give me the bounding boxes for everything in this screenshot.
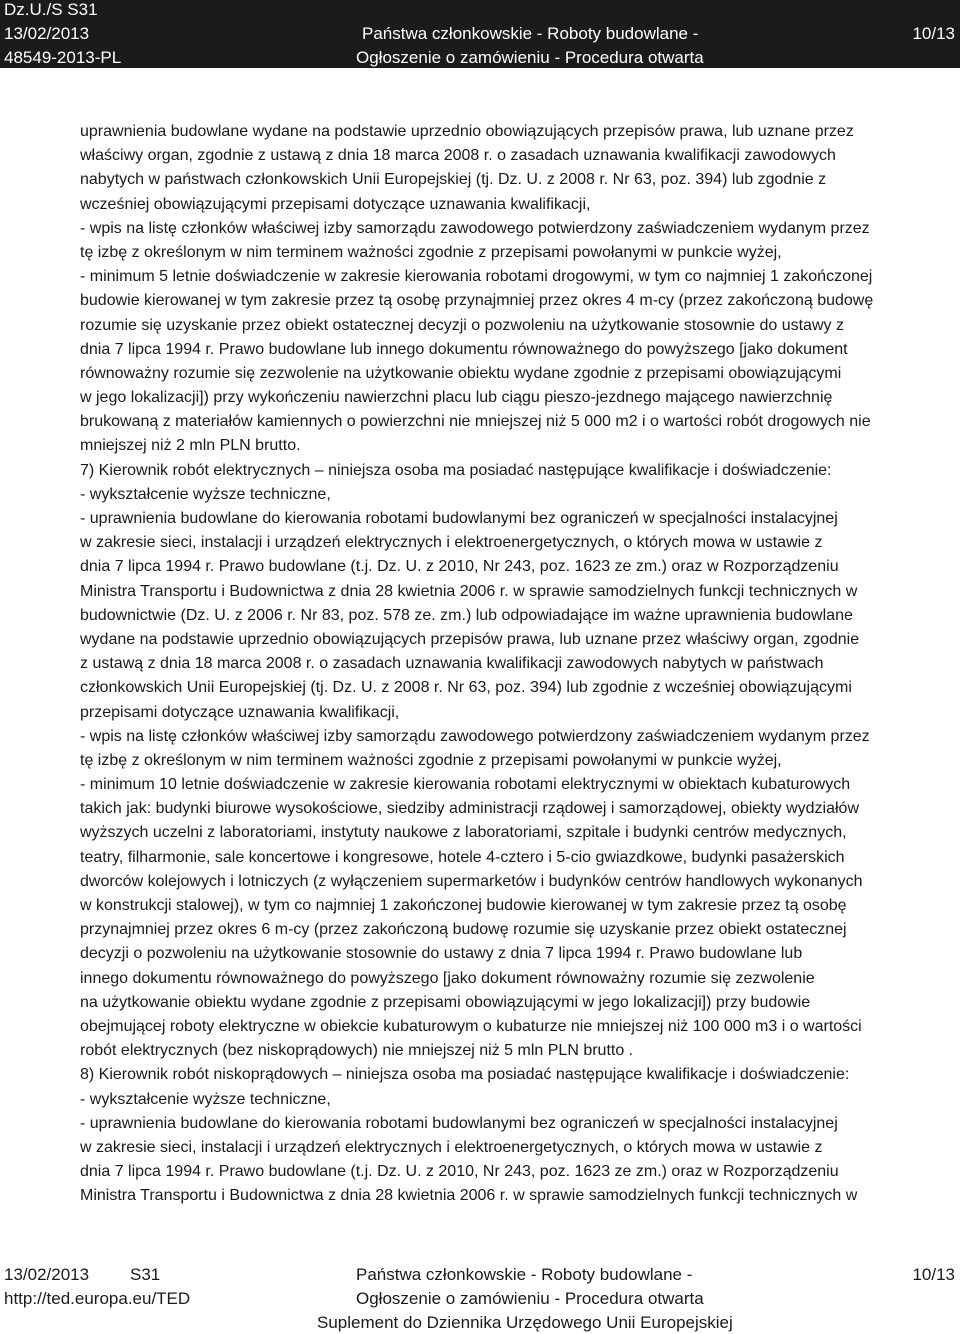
body-text-line: wyższych uczelni z laboratoriami, instytuty naukowe z laboratoriami, szpitale i budynki centrów medycznych,	[80, 824, 847, 842]
body-text-line: wydane na podstawie uprzednio obowiązujących przepisów prawa, lub uznane przez właściwy organ, zgodnie	[80, 630, 860, 648]
body-text-line: dworców kolejowych i lotniczych (z wyłączeniem supermarketów i budynków centrów handlowych wykonanych	[80, 872, 863, 890]
body-text-line: - wpis na listę członków właściwej izby samorządu zawodowego potwierdzony zaświadczeniem wydanym przez	[80, 727, 870, 745]
body-text-line: 8) Kierownik robót niskoprądowych – niniejsza osoba ma posiadać następujące kwalifikacje i doświadczenie:	[80, 1066, 850, 1084]
footer-date: 13/02/2013	[4, 1265, 90, 1284]
body-text-line: - minimum 10 letnie doświadczenie w zakresie kierowania robotami elektrycznymi w obiektach kubaturowych	[80, 776, 851, 794]
header-date: 13/02/2013	[4, 24, 90, 43]
body-text-line: 7) Kierownik robót elektrycznych – niniejsza osoba ma posiadać następujące kwalifikacje i doświadczenie:	[80, 461, 832, 479]
footer-notice-type: Ogłoszenie o zamówieniu - Procedura otwarta	[356, 1289, 704, 1308]
body-text-line: przepisami dotyczące uznawania kwalifikacji,	[80, 703, 400, 721]
header-doc-ref: Dz.U./S S31	[4, 0, 98, 19]
body-text-line: w jego lokalizacji]) przy wykończeniu nawierzchni placu lub ciągu pieszo-jezdnego mającego nawierzchnię	[80, 389, 833, 407]
body-text-line: na użytkowanie obiektu wydane zgodnie z przepisami obowiązującymi w jego lokalizacji]) przy budowie	[80, 993, 811, 1011]
body-text-line: tę izbę z określonym w nim terminem ważności zgodnie z przepisami powołanymi w punkcie wyżej,	[80, 243, 782, 261]
body-text-line: budowie kierowanej w tym zakresie przez tą osobę przynajmniej przez okres 4 m-cy (przez zakończoną budowę	[80, 292, 874, 310]
body-text-line: Ministra Transportu i Budownictwa z dnia 28 kwietnia 2006 r. w sprawie samodzielnych funkcji technicznych w	[80, 582, 858, 600]
body-text-line: dnia 7 lipca 1994 r. Prawo budowlane lub innego dokumentu równoważnego do powyższego [jako dokument	[80, 340, 848, 358]
body-text-line: obejmującej roboty elektryczne w obiekcie kubaturowym o kubaturze nie mniejszej niż 100 000 m3 i o wartości	[80, 1017, 862, 1035]
body-text-line: dnia 7 lipca 1994 r. Prawo budowlane (t.j. Dz. U. z 2010, Nr 243, poz. 1623 ze zm.) oraz w Rozporządzeniu	[80, 1163, 839, 1181]
footer-series: S31	[130, 1265, 161, 1284]
body-text-line: teatry, filharmonie, sale koncertowe i kongresowe, hotele 4-cztero i 5-cio gwiazdkowe, budynki pasażerskich	[80, 848, 845, 866]
document-body	[80, 120, 960, 1208]
footer-category: Państwa członkowskie - Roboty budowlane -	[356, 1265, 693, 1284]
body-text-line: uprawnienia budowlane wydane na podstawie uprzednio obowiązujących przepisów prawa, lub uznane przez	[80, 123, 854, 140]
footer-url[interactable]: http://ted.europa.eu/TED	[4, 1289, 191, 1308]
body-text-line: tę izbę z określonym w nim terminem ważności zgodnie z przepisami powołanymi w punkcie wyżej,	[80, 751, 782, 769]
body-text-line: decyzji o pozwoleniu na użytkowanie stosownie do ustawy z dnia 7 lipca 1994 r. Prawo budowlane lub	[80, 945, 803, 963]
body-text-line: budownictwie (Dz. U. z 2006 r. Nr 83, poz. 578 ze. zm.) lub odpowiadające im ważne uprawnienia budowlane	[80, 606, 853, 624]
header-notice-id: 48549-2013-PL	[4, 48, 122, 67]
body-text-line: nabytych w państwach członkowskich Unii Europejskiej (tj. Dz. U. z 2008 r. Nr 63, poz. 394) lub zgodnie z	[80, 171, 827, 189]
body-text-line: brukowaną z materiałów kamiennych o powierzchni nie mniejszej niż 5 000 m2 i o wartości robót drogowych nie	[80, 413, 871, 431]
header-category: Państwa członkowskie - Roboty budowlane -	[362, 24, 699, 43]
body-text-line: rozumie się uzyskanie przez obiekt ostatecznej decyzji o pozwoleniu na użytkowanie stosownie do ustawy z	[80, 316, 844, 334]
body-text-line: w zakresie sieci, instalacji i urządzeń elektrycznych i elektroenergetycznych, o których mowa w ustawie z	[80, 534, 823, 552]
body-text-line: w konstrukcji stalowej), w tym co najmniej 1 zakończonej budowie kierowanej w tym zakresie przez tą osobę	[80, 897, 847, 914]
body-text-line: - wykształcenie wyższe techniczne,	[80, 1090, 331, 1108]
body-text-line: Ministra Transportu i Budownictwa z dnia 28 kwietnia 2006 r. w sprawie samodzielnych funkcji technicznych w	[80, 1187, 858, 1205]
footer-supplement: Suplement do Dziennika Urzędowego Unii Europejskiej	[317, 1313, 733, 1332]
body-text-line: - uprawnienia budowlane do kierowania robotami budowlanymi bez ograniczeń w specjalności instalacyjnej	[80, 510, 838, 527]
body-text-line: wcześniej obowiązującymi przepisami dotyczące uznawania kwalifikacji,	[80, 195, 591, 213]
body-text-line: - minimum 5 letnie doświadczenie w zakresie kierowania robotami drogowymi, w tym co najmniej 1 zakończonej	[80, 268, 873, 286]
body-text-line: - uprawnienia budowlane do kierowania robotami budowlanymi bez ograniczeń w specjalności instalacyjnej	[80, 1114, 838, 1132]
body-text-line: innego dokumentu równoważnego do powyższego [jako dokument równoważny rozumie się zezwolenie	[80, 969, 815, 987]
body-text-line: mniejszej niż 2 mln PLN brutto.	[80, 437, 301, 455]
header-page-number: 10/13	[912, 24, 955, 43]
body-text-line: właściwy organ, zgodnie z ustawą z dnia 18 marca 2008 r. o zasadach uznawania kwalifikacji zawodowych	[80, 147, 836, 165]
body-text-line: dnia 7 lipca 1994 r. Prawo budowlane (t.j. Dz. U. z 2010, Nr 243, poz. 1623 ze zm.) oraz w Rozporządzeniu	[80, 558, 839, 576]
page-footer	[0, 1262, 960, 1334]
body-text-line: przynajmniej przez okres 6 m-cy (przez zakończoną budowę rozumie się uzyskanie przez obiekt ostatecznej	[80, 921, 847, 939]
body-text-line: równoważny rozumie się zezwolenie na użytkowanie obiektu wydane zgodnie z przepisami obowiązującymi	[80, 364, 842, 382]
header-notice-type: Ogłoszenie o zamówieniu - Procedura otwarta	[356, 48, 704, 67]
body-text-line: takich jak: budynki biurowe wysokościowe, siedziby administracji rządowej i samorządowej, obiekty wydziałów	[80, 800, 859, 818]
footer-page-number: 10/13	[912, 1265, 955, 1284]
body-text-line: członkowskich Unii Europejskiej (tj. Dz. U. z 2008 r. Nr 63, poz. 394) lub zgodnie z wcześniej obowiązującymi	[80, 679, 852, 697]
page-header	[0, 0, 960, 68]
body-text-line: robót elektrycznych (bez niskoprądowych) nie mniejszej niż 5 mln PLN brutto .	[80, 1042, 634, 1060]
body-text-line: - wpis na listę członków właściwej izby samorządu zawodowego potwierdzony zaświadczeniem wydanym przez	[80, 219, 870, 237]
body-text-line: w zakresie sieci, instalacji i urządzeń elektrycznych i elektroenergetycznych, o których mowa w ustawie z	[80, 1138, 823, 1156]
body-text-line: - wykształcenie wyższe techniczne,	[80, 485, 331, 503]
body-text-line: z ustawą z dnia 18 marca 2008 r. o zasadach uznawania kwalifikacji zawodowych nabytych w państwach	[80, 655, 824, 673]
